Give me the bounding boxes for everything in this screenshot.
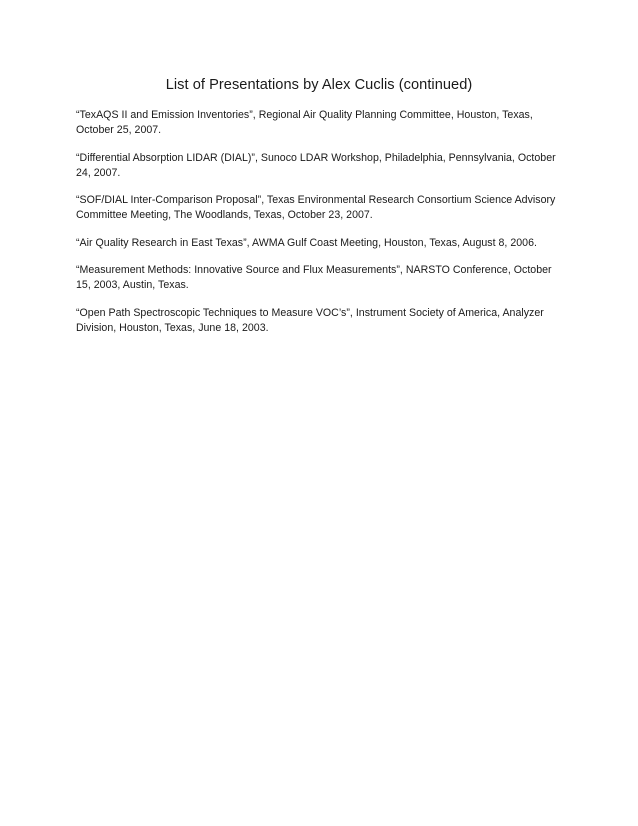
presentation-entry: “Measurement Methods: Innovative Source and Flux Measurements”, NARSTO Conference, October 15, 2003, Austin, Texas. <box>76 264 552 291</box>
presentation-entry: “Open Path Spectroscopic Techniques to Measure VOC’s”, Instrument Society of America, Analyzer Division, Houston, Texas, June 18, 2003. <box>76 306 544 334</box>
presentation-entry: “TexAQS II and Emission Inventories”, Regional Air Quality Planning Committee, Houston, Texas, October 25, 2007. <box>76 109 533 136</box>
presentation-entry: “SOF/DIAL Inter-Comparison Proposal”, Texas Environmental Research Consortium Science Advisory Committee Meeting, The Woodlands, Texas, October 23, 2007. <box>76 194 556 221</box>
presentation-entry: “Air Quality Research in East Texas”, AWMA Gulf Coast Meeting, Houston, Texas, August 8, 2006. <box>76 236 537 249</box>
page-title: List of Presentations by Alex Cuclis (continued) <box>165 77 473 93</box>
presentation-list <box>76 108 566 348</box>
presentation-entry: “Differential Absorption LIDAR (DIAL)”, Sunoco LDAR Workshop, Philadelphia, Pennsylvania, October 24, 2007. <box>76 151 556 179</box>
